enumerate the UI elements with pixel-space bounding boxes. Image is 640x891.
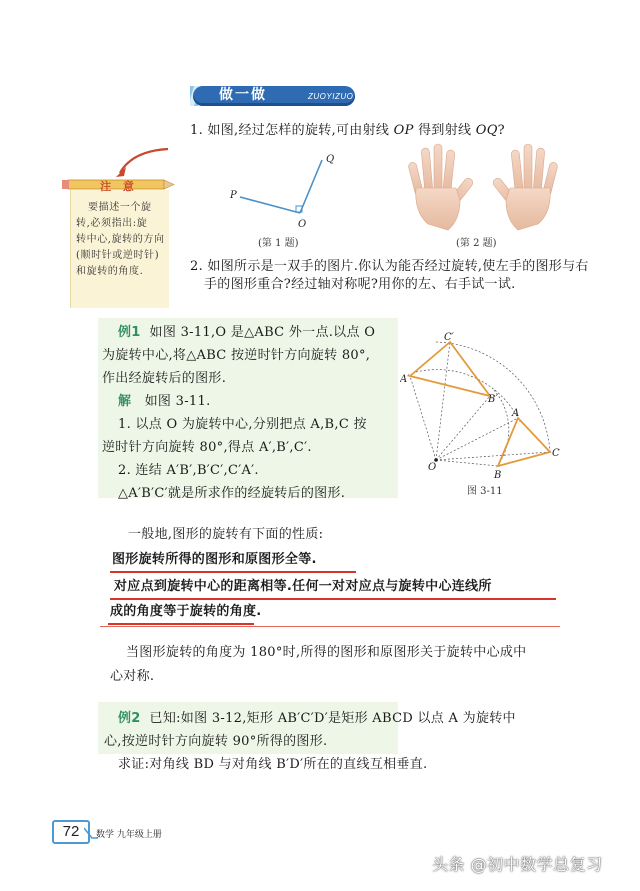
- underline: [110, 571, 356, 573]
- note-line: 和旋转的角度.: [76, 266, 144, 277]
- example-1-line-2: 为旋转中心,将△ABC 按逆时针方向旋转 80°,: [102, 348, 371, 363]
- solution-line: 解 如图 3-11.: [118, 394, 211, 409]
- question-1: 1. 如图,经过怎样的旋转,可由射线 OP 得到射线 OQ?: [190, 123, 505, 138]
- left-hand-icon: [408, 144, 475, 230]
- property-2-line-2: 成的角度等于旋转的角度.: [110, 604, 262, 619]
- section-title: 做一做: [219, 87, 267, 103]
- question-2-line-1: 2. 如图所示是一双手的图片.你认为能否经过旋转,使左手的图形与右: [190, 259, 589, 274]
- note-text: [76, 200, 165, 280]
- example-1-line-1: 例1 如图 3-11,O 是△ABC 外一点.以点 O: [118, 325, 376, 340]
- note-line: 转中心,旋转的方向: [76, 234, 165, 245]
- symmetry-line-1: 当图形旋转的角度为 180°时,所得的图形和原图形关于旋转中心成中: [126, 645, 527, 660]
- figure-q2-caption: (第 2 题): [456, 238, 497, 249]
- figure-3-11-caption: 图 3-11: [467, 486, 503, 497]
- svg-text:B′: B′: [488, 394, 498, 405]
- symmetry-line-2: 心对称.: [110, 669, 155, 684]
- property-2-line-1: 对应点到旋转中心的距离相等.任何一对对应点与旋转中心连线所: [114, 579, 492, 594]
- solution-step-1b: 逆时针方向旋转 80°,得点 A′,B′,C′.: [102, 440, 312, 455]
- pencil-arrow-icon: [112, 145, 174, 179]
- svg-text:A′: A′: [400, 374, 410, 385]
- divider: [100, 626, 560, 627]
- right-hand-icon: [491, 144, 558, 230]
- section-subtitle: ZUOYIZUO: [308, 92, 354, 101]
- point-p-label: P: [230, 190, 237, 201]
- example-2-label: 例2: [118, 711, 141, 726]
- solution-label: 解: [118, 394, 132, 409]
- page-number: 72: [52, 820, 90, 844]
- figure-q1-rays: [222, 150, 342, 235]
- note-line: 要描述一个旋: [88, 202, 152, 213]
- example-2-line-2: 心,按逆时针方向旋转 90°所得的图形.: [104, 734, 328, 749]
- properties-intro: 一般地,图形的旋转有下面的性质:: [128, 527, 324, 542]
- solution-step-2: 2. 连结 A′B′,B′C′,C′A′.: [118, 463, 259, 478]
- figure-q1-caption: (第 1 题): [258, 238, 299, 249]
- note-line: 转,必须指出:旋: [76, 218, 148, 229]
- point-o-label: O: [298, 219, 307, 230]
- svg-text:C: C: [552, 448, 560, 459]
- svg-text:C′: C′: [444, 332, 454, 343]
- note-title: 注 意: [100, 180, 138, 193]
- solution-conclusion: △A′B′C′就是所求作的经旋转后的图形.: [118, 486, 346, 501]
- svg-text:B: B: [494, 470, 502, 481]
- figure-q2-hands: [398, 140, 568, 232]
- property-1: 图形旋转所得的图形和原图形全等.: [112, 552, 317, 567]
- point-q-label: Q: [326, 154, 335, 165]
- example-2-line-3: 求证:对角线 BD 与对角线 B′D′所在的直线互相垂直.: [118, 757, 428, 772]
- solution-step-1a: 1. 以点 O 为旋转中心,分别把点 A,B,C 按: [118, 417, 367, 432]
- example-1-label: 例1: [118, 325, 141, 340]
- note-line: (顺时针或逆时针): [76, 250, 160, 261]
- example-1-line-3: 作出经旋转后的图形.: [102, 371, 227, 386]
- question-2-line-2: 手的图形重合?经过轴对称呢?用你的左、右手试一试.: [204, 277, 516, 292]
- example-2-line-1: 例2 已知:如图 3-12,矩形 AB′C′D′是矩形 ABCD 以点 A 为旋转中: [118, 711, 516, 726]
- footer-book-label: 数学 九年级上册: [96, 830, 162, 840]
- watermark: 头条 @初中数学总复习: [432, 855, 603, 874]
- svg-text:A: A: [512, 408, 520, 419]
- underline: [108, 623, 254, 625]
- svg-text:O: O: [428, 462, 437, 473]
- figure-3-11: [400, 330, 580, 490]
- underline: [110, 598, 556, 600]
